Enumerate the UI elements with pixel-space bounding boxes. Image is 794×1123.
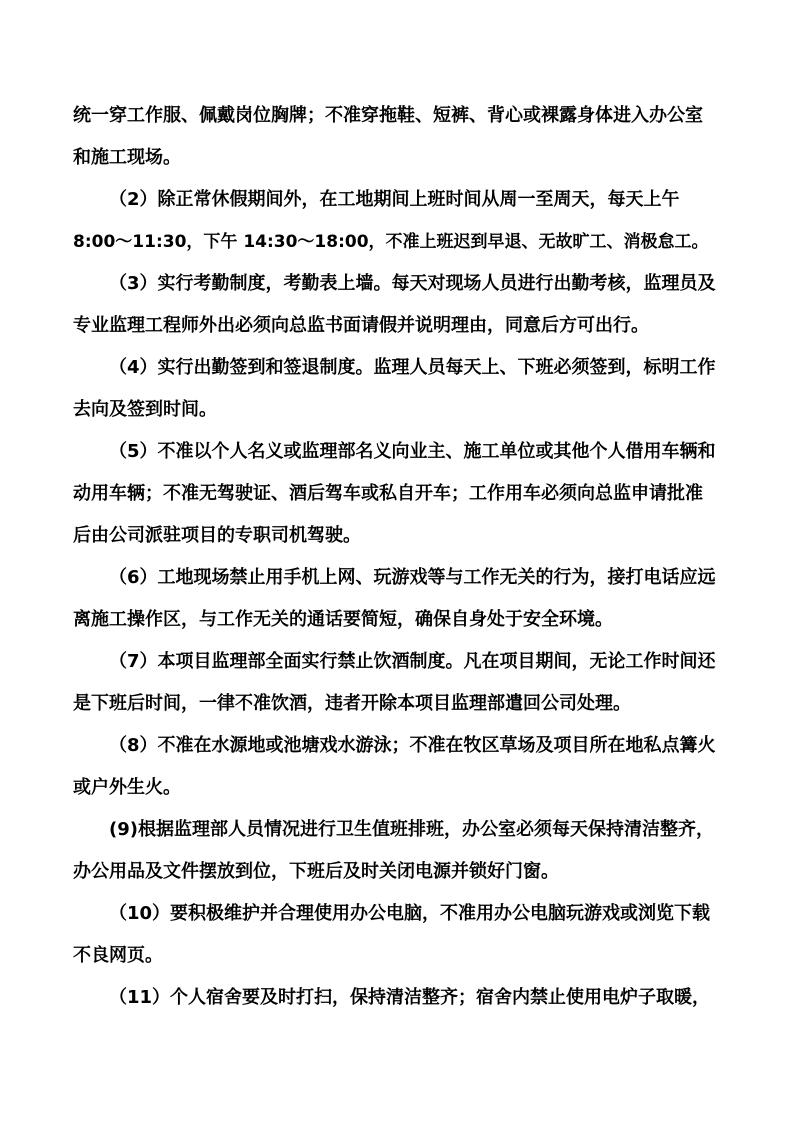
paragraph-line: （4）实行出勤签到和签退制度。监理人员每天上、下班必须签到，标明工作 [109,357,716,378]
paragraph-line: 和施工现场。 [73,147,181,168]
paragraph-line: 办公用品及文件摆放到位，下班后及时关闭电源并锁好门窗。 [73,861,559,882]
paragraph-line: 统一穿工作服、佩戴岗位胸牌；不准穿拖鞋、短裤、背心或裸露身体进入办公室 [73,105,703,126]
paragraph-line: 后由公司派驻项目的专职司机驾驶。 [73,525,361,546]
paragraph-line: （7）本项目监理部全面实行禁止饮酒制度。凡在项目期间，无论工作时间还 [109,651,716,672]
paragraph-line: （11）个人宿舍要及时打扫，保持清洁整齐；宿舍内禁止使用电炉子取暖， [109,987,711,1008]
paragraph-line: 是下班后时间，一律不准饮酒，违者开除本项目监理部遣回公司处理。 [73,693,631,714]
paragraph-line: 去向及签到时间。 [73,399,217,420]
paragraph-line: 专业监理工程师外出必须向总监书面请假并说明理由，同意后方可出行。 [73,315,649,336]
paragraph-line: 或户外生火。 [73,777,181,798]
paragraph-line: 动用车辆；不准无驾驶证、酒后驾车或私自开车；工作用车必须向总监申请批准 [73,483,703,504]
paragraph-line: （2）除正常休假期间外，在工地期间上班时间从周一至周天，每天上午 [109,189,680,210]
paragraph-line: 离施工操作区，与工作无关的通话要简短，确保自身处于安全环境。 [73,609,613,630]
paragraph-line: 8:00～11:30，下午 14:30～18:00，不准上班迟到早退、无故旷工、消极怠工。 [73,232,709,252]
paragraph-line: (9)根据监理部人员情况进行卫生值班排班，办公室必须每天保持清洁整齐， [109,819,714,840]
paragraph-line: （3）实行考勤制度，考勤表上墙。每天对现场人员进行出勤考核，监理员及 [109,273,716,294]
paragraph-line: （6）工地现场禁止用手机上网、玩游戏等与工作无关的行为，接打电话应远 [109,567,716,588]
paragraph-line: 不良网页。 [73,945,163,966]
paragraph-line: （10）要积极维护并合理使用办公电脑，不准用办公电脑玩游戏或浏览下载 [109,903,711,924]
paragraph-line: （8）不准在水源地或池塘戏水游泳；不准在牧区草场及项目所在地私点篝火 [109,735,716,756]
paragraph-line: （5）不准以个人名义或监理部名义向业主、施工单位或其他个人借用车辆和 [109,441,716,462]
